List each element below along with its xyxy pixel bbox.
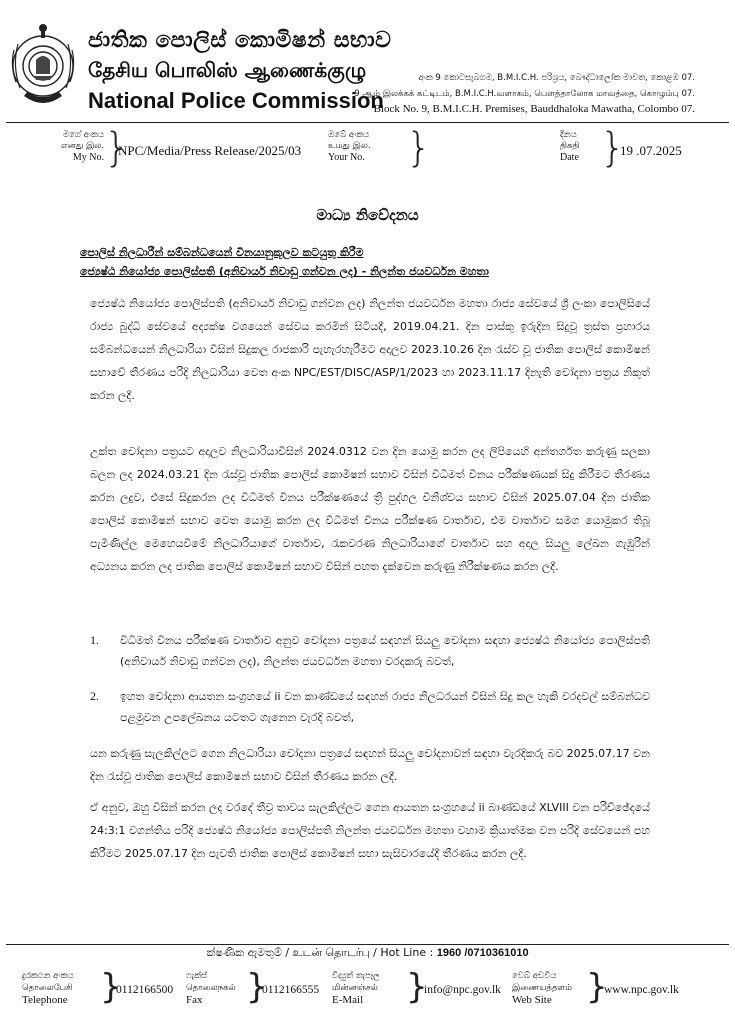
hotline — [0, 946, 735, 961]
list-item — [90, 686, 650, 728]
paragraph-1: ජ්‍යෙෂ්ඨ නියෝජ්‍ය පොලිස්පති (අනිවාර්ය නිවාඩු ගන්වන ලද) නිලන්ත ජයවර්ධන මහතා රාජ්‍ය සේවයේ ශ්‍රී ලංකා පොලිසියේ රාජ්‍ය බුද්ධි සේවයේ අද්‍යක්ෂ වශයෙන් සේවය කරමින් සිටියදී, 2019.04.21. දින පාස්කු ඉරුදින සිදුවූ ත්‍රස්ත ප්‍රහාරය සම්බන්ධයෙන් නිලධාරියා විසින් සිදුකල රාජකාරි පැහැරහැරීමට අදාලව 2023.10.26 දින රැස්ව වූ ජාතික පොලිස් කොමිෂන් සභාවේ තීරණය පරිදි නිලධාරියා වෙත අංක NPC/EST/DISC/ASP/1/2023 හා 2023.11.17 දිනැති චෝදනා පත්‍රය නිකුත් කරන ලදී. — [90, 297, 650, 402]
list-text: විධිමත් විනය පරීක්ෂණ වාර්තාව අනුව චෝදනා පත්‍රයේ සඳහන් සියලු චෝදනා සඳහා ජ්‍යෙෂ්ඨ නියෝජ්‍ය පොලිස්පති (අනිවාර්ය නිවාඩු ගන්වන ලද), නිලන්ත ජයවර්ධන මහතා වරදකරු බවත්, — [120, 634, 650, 668]
sri-lanka-emblem-icon — [4, 20, 82, 112]
website-label: වෙබ් අඩවිය இணையத்தளம் Web Site — [512, 971, 572, 1006]
email-link[interactable]: info@npc.gov.lk — [424, 984, 501, 996]
address-english: Block No. 9, B.M.I.C.H. Premises, Bauddhaloka Mawatha, Colombo 07. — [373, 103, 695, 115]
header-divider — [6, 122, 729, 123]
email-label: විද්‍යුත් තැපෑල மின்னஞ்சல் E-Mail — [332, 971, 380, 1006]
subject-line-2: ජ්‍යෙෂ්ඨ නියෝජ්‍ය පොලිස්පති (අනිවාර්ය නිවාඩු ගන්වන ලද) - නිලන්ත ජයවර්ධන මහතා — [80, 265, 489, 278]
subject-line-1: පොලිස් නිලධාරීන් සම්බන්ධයෙන් විනයානුකූලව කටයුතු කිරීම — [80, 246, 364, 259]
website-link[interactable]: www.npc.gov.lk — [604, 984, 679, 996]
paragraph-4: ඒ අනුව, ඔහු විසින් කරන ලද වරදේ තීව්‍ර තාවය සැලකිල්ලට ගෙන ආයතන සංග්‍රහයේ ii බාණ්ඩයේ XLVIII වන පරිච්ඡේදයේ 24:3:1 වගන්තිය පරිදි ජ්‍යෙෂ්ඨ නියෝජ්‍ය පොලිස්පති නිලන්ත ජයවර්ධන මහතා වහාම ක්‍රියාත්මක වන පරිදි සේවයෙන් පහ කිරීමට 2025.07.17 දින පැවති ජාතික පොලිස් කොමිෂන් සභා සැසිවාරයේදී තීරණය කරන ලදී. — [90, 801, 650, 860]
my-no-value: NPC/Media/Press Release/2025/03 — [118, 143, 302, 158]
telephone-value: 0112166500 — [116, 984, 174, 996]
my-no-label: මගේ අංකය எனது இல. My No. — [61, 130, 104, 163]
org-name-english: National Police Commission — [88, 88, 384, 113]
list-text: ඉහත චෝදනා ආයතන සංග්‍රහයේ ii වන කාණ්ඩයේ සඳහන් රාජ්‍ය නිලධරයන් විසින් සිදු කල හැකි වරදවල් සම්බන්ධව පළමුවන උපලේඛනය යටතට ගැනෙන වැරදි බවත්, — [120, 690, 650, 724]
date-value: 19 .07.2025 — [620, 143, 682, 158]
fax-label: ෆැක්ස් தொலைநகல் Fax — [186, 971, 236, 1006]
paragraph-2: උක්ත චෝදනා පත්‍රයට අදාලව නිලධාරියාවිසින් 2024.0312 වන දින යොමු කරන ලද ලිපියෙහි අන්තර්ගත කරුණු සලකා බලන ලද 2024.03.21 දින රැස්වූ ජාතික පොලිස් කොමිෂන් සභාව විසින් විධිමත් විනය පරීක්ෂණයක් සිදු කිරීමට තීරණය කරන ලදුව, එසේ සිදුකරන ලද විධිමත් විනය පරීක්ෂණයේ ත්‍රි පුද්ගල විනිශ්චය සභාව විසින් 2025.07.04 දින ජාතික පොලිස් කොමිෂන් සභාව වෙත යොමු කරන ලද විධිමත් විනය පරීක්ෂණ වාර්තාව, එම වාර්තාව සමග යොමුකර තිබූ පැමිණිල්ල මෙහෙයවීමේ නිලධාරියාගේ වාර්තාව, රැකවරණ නිලධාරියාගේ වාර්තාව සහ අදාල සියලු ලේඛන ගැඹුරින් අධ්‍යනය කරන ලද ජාතික පොලිස් කොමිෂන් සභාව විසින් පහත දැක්වෙන කරුණු නිරීක්ෂණය කරන ලදී. — [90, 445, 650, 573]
list-item — [90, 630, 650, 672]
website-brace: } — [586, 967, 608, 1007]
paragraph-3: යන කරුණු සැලකිල්ලට ගෙන නිලධාරියා චෝදනා පත්‍රයේ සඳහන් සියලු චෝදනාවන් සඳහා වැරදිකරු බව 2025.07.17 වන දින රැස්වූ ජාතික පොලිස් කොමිෂන් සභාව විසින් තීරණය කරන ලදී. — [90, 747, 650, 783]
your-no-label: ඔබේ අංකය உமது இல. Your No. — [328, 130, 371, 163]
org-name-tamil: தேசிய பொலிஸ் ஆணைக்குழு — [88, 58, 367, 82]
address-sinhala: අංක 9 කොටසැබගම, B.M.I.C.H. පරිශ්‍රය, බෞද්ධාලෝක මාවත, කොළඹ 07. — [418, 73, 695, 83]
list-number: 2. — [90, 689, 99, 703]
address-tamil: 9 ஆம் இலக்கக் கட்டிடம், B.M.I.C.H.வளாகம், பௌத்தாலோக மாவத்தை, கொழும்பு 07. — [354, 89, 695, 99]
list-number: 1. — [90, 633, 99, 647]
email-brace: } — [406, 967, 428, 1007]
document-title: මාධ්‍ය නිවේදනය — [316, 206, 419, 224]
telephone-brace: } — [100, 967, 122, 1007]
hotline-label: ක්ෂණික ඇමතුම් / உடன் தொடர்பு / Hot Line : — [206, 946, 434, 959]
footer-divider — [6, 944, 729, 945]
fax-brace: } — [246, 967, 268, 1007]
date-brace: } — [600, 125, 626, 171]
your-no-brace: } — [406, 125, 432, 171]
telephone-label: දුරකථන අංකය தொலைபேசி Telephone — [22, 971, 74, 1006]
org-name-sinhala: ජාතික පොලිස් කොමිෂන් සභාව — [88, 28, 392, 53]
hotline-number: 1960 /0710361010 — [436, 947, 529, 959]
date-label: දිනය திகதி Date — [560, 130, 580, 163]
my-no-brace: } — [104, 125, 130, 171]
fax-value: 0112166555 — [262, 984, 320, 996]
